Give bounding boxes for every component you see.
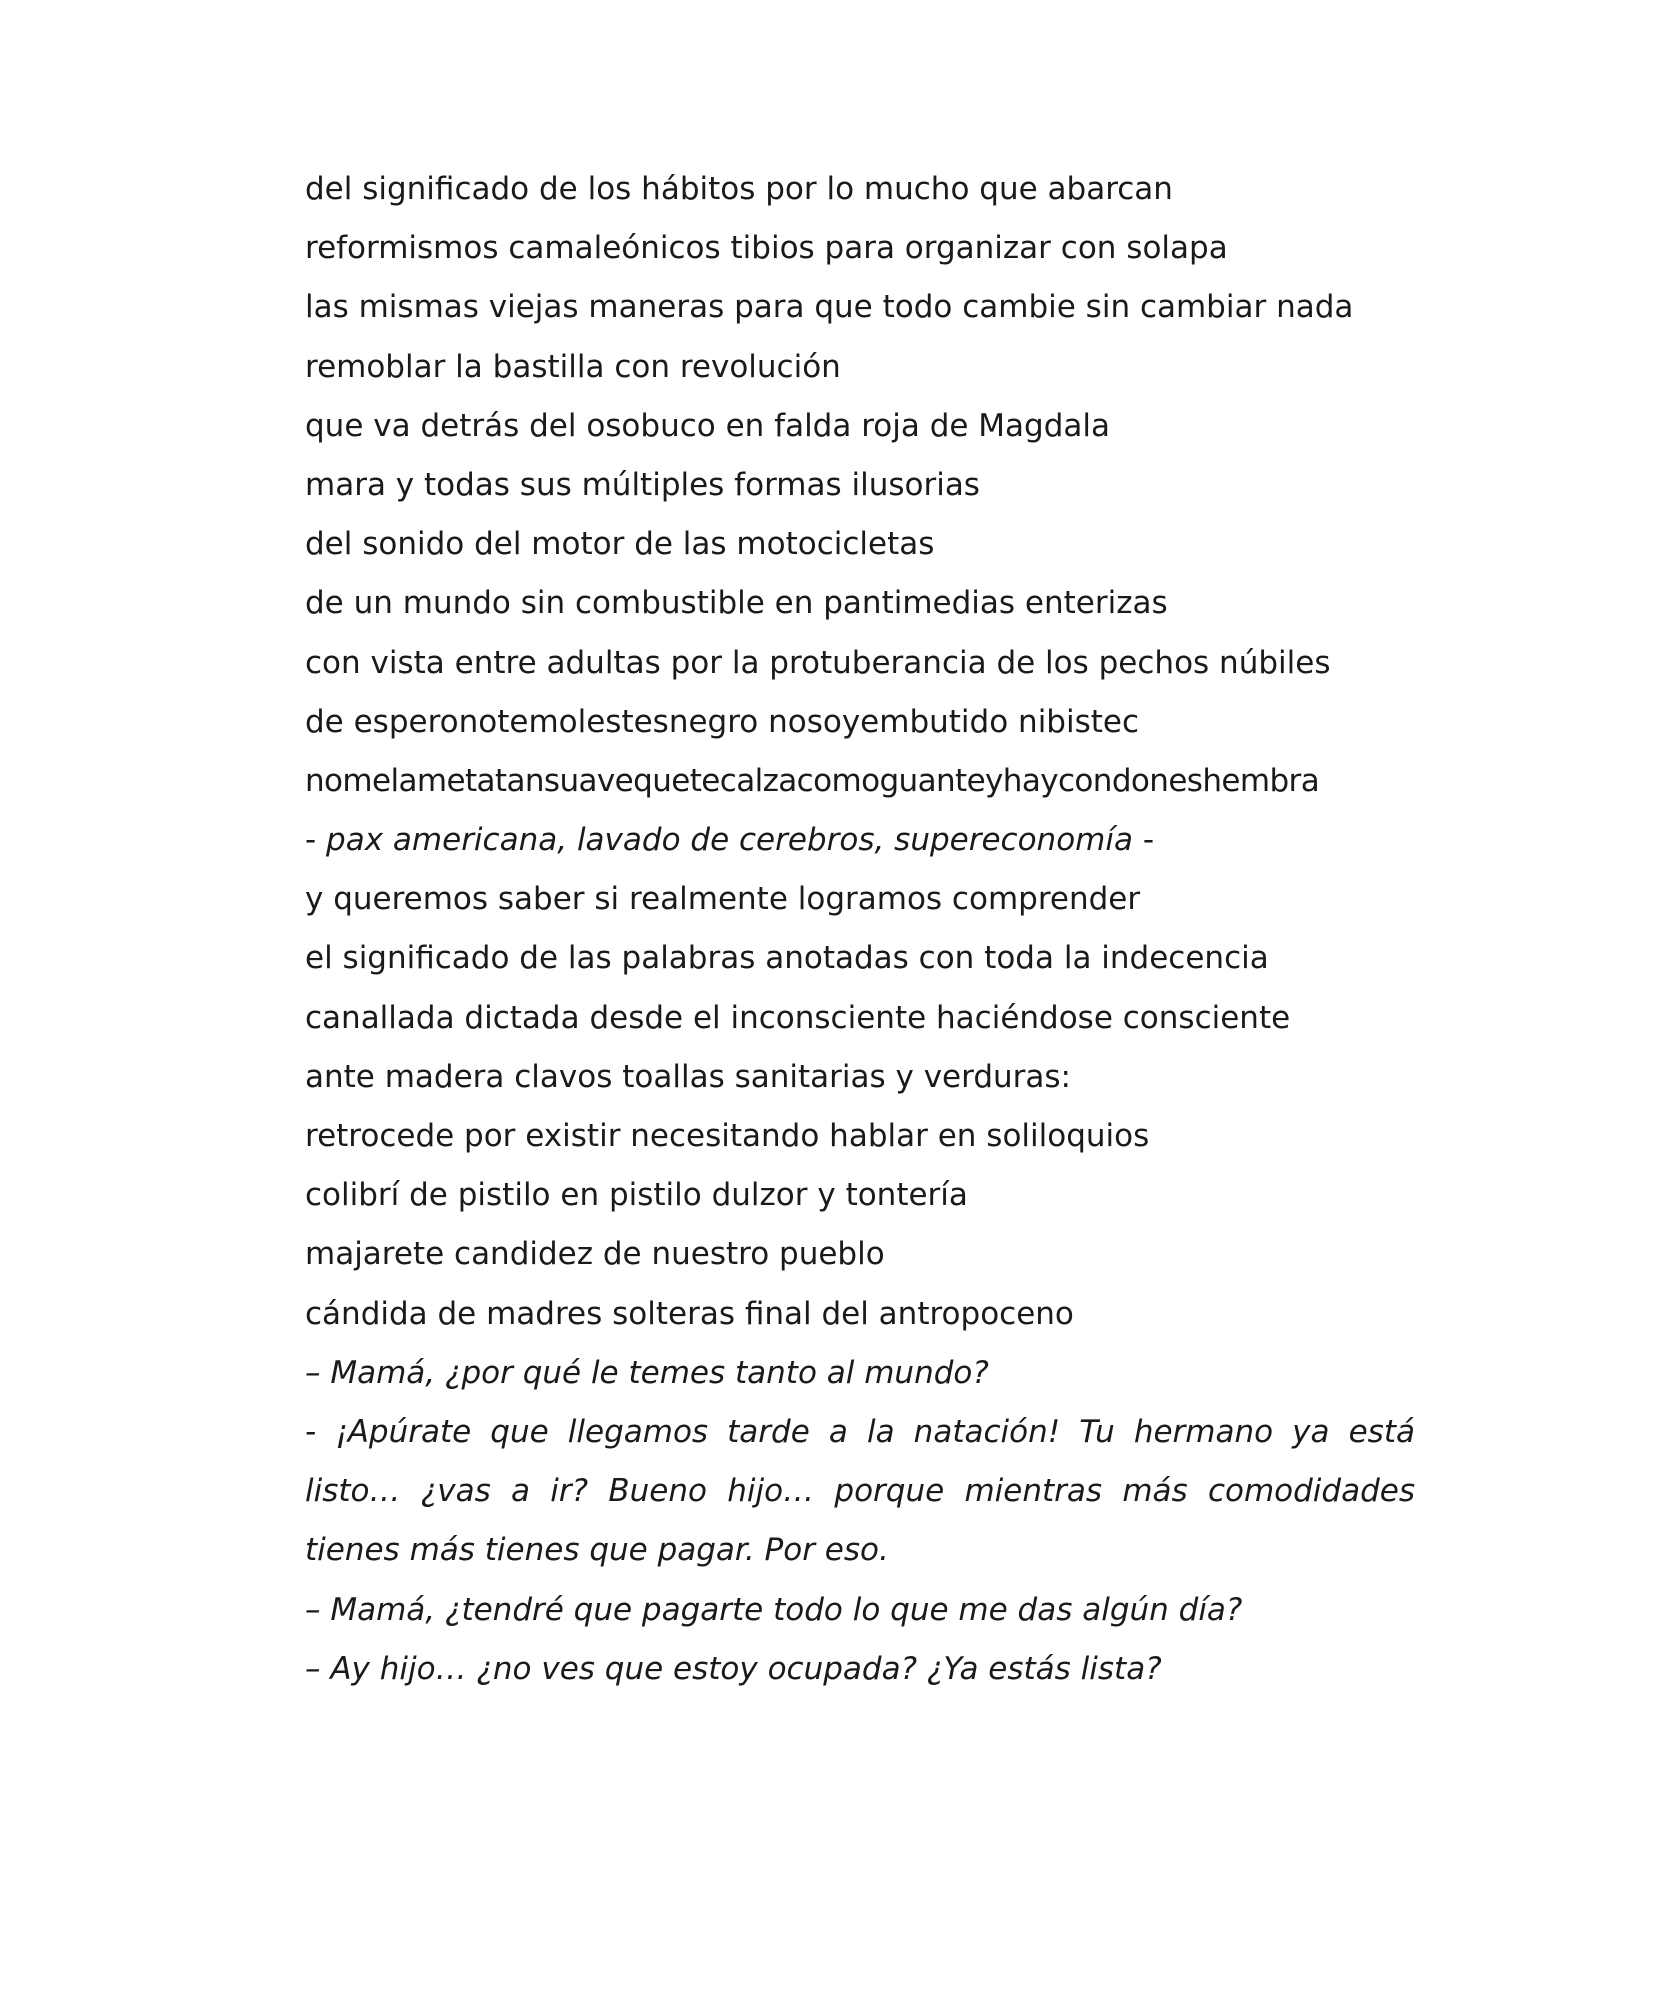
dialogue-answer: – Ay hijo… ¿no ves que estoy ocupada? ¿Ya estás lista? [305,1650,1162,1687]
poem-line: del significado de los hábitos por lo mucho que abarcan [305,171,1173,207]
poem-line: retrocede por existir necesitando hablar en soliloquios [305,1118,1150,1154]
dialogue-question: – Mamá, ¿tendré que pagarte todo lo que me das algún día? [305,1591,1243,1628]
poem-line: del sonido del motor de las motocicletas [305,526,935,563]
italic-phrase: pax americana, lavado de cerebros, supereconomía [326,822,1133,859]
poem-line: que va detrás del osobuco en falda roja de Magdala [305,407,1111,444]
poem-line-italic: - pax americana, lavado de cerebros, supereconomía - [305,822,1155,859]
poem-line: majarete candidez de nuestro pueblo [305,1236,885,1273]
poem-line: nomelametatansuavequetecalzacomoguanteyhaycondoneshembra [305,762,1320,799]
dialogue-answer: - ¡Apúrate que llegamos tarde a la natación! Tu hermano ya está listo… ¿vas a ir? Bueno hijo… porque mientras más comodidades tienes más tienes que pagar. Por eso. [305,1413,1415,1569]
poem-line: con vista entre adultas por la protuberancia de los pechos núbiles [305,644,1331,681]
poem-line: de un mundo sin combustible en pantimedias enterizas [305,585,1168,622]
poem-line: canallada dictada desde el inconsciente haciéndose consciente [305,999,1291,1036]
poem-line: colibrí de pistilo en pistilo dulzor y tontería [305,1177,968,1214]
poem-line: ante madera clavos toallas sanitarias y verduras: [305,1058,1071,1095]
poem-line: las mismas viejas maneras para que todo cambie sin cambiar nada [305,289,1354,326]
poem-line: el significado de las palabras anotadas con toda la indecencia [305,940,1269,977]
poem-line: de esperonotemolestesnegro nosoyembutido nibistec [305,703,1140,740]
poem-line: remoblar la bastilla con revolución [305,348,841,385]
poem-line: reformismos camaleónicos tibios para organizar con solapa [305,230,1228,267]
poem-line: mara y todas sus múltiples formas ilusorias [305,466,980,503]
poem-text [305,160,1415,1699]
poem-line: y queremos saber si realmente logramos comprender [305,881,1141,918]
dialogue-question: – Mamá, ¿por qué le temes tanto al mundo? [305,1354,989,1391]
poem-line: cándida de madres solteras final del antropoceno [305,1295,1074,1332]
